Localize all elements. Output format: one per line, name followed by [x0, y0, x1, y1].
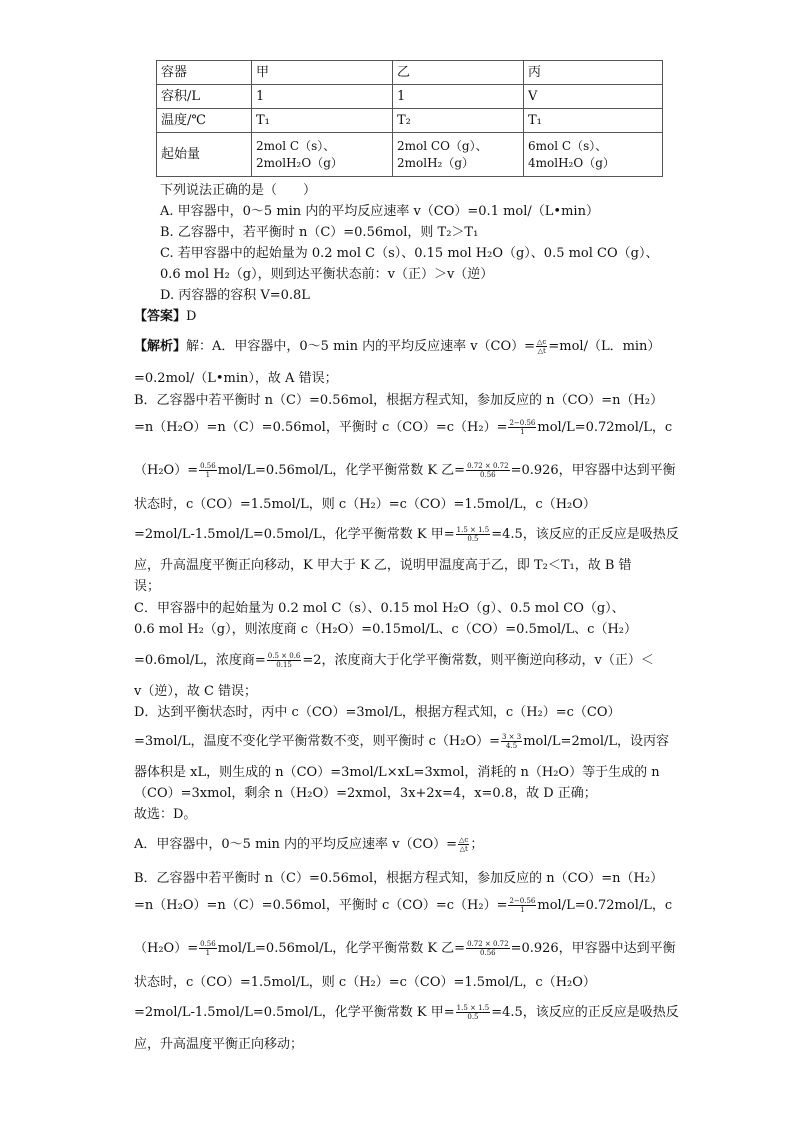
analysis-line: [134, 338, 660, 356]
table-cell: 甲: [252, 61, 393, 85]
table-cell: 丙: [524, 61, 663, 85]
fraction: $\frac{0.5 \times 0.6}{0.15}$: [267, 652, 301, 669]
table-row: [157, 133, 663, 177]
table-cell: T₁: [524, 109, 663, 133]
analysis-line: [134, 652, 654, 670]
table-cell: T₁: [252, 109, 393, 133]
fraction: $\frac{1.5 \times 1.5}{0.5}$: [456, 1004, 490, 1021]
fraction: $\frac{0.72 \times 0.72}{0.56}$: [467, 940, 509, 957]
analysis-text: =4.5，该反应的正反应是吸热反: [491, 1005, 679, 1020]
fraction: $\frac{2-0.56}{1}$: [509, 419, 536, 436]
option-a: A. 甲容器中，0～5 min 内的平均反应速率 v（CO）=0.1 mol/（L•min）: [160, 204, 599, 219]
fraction: $\frac{\triangle c}{\triangle t}$: [537, 338, 547, 355]
fraction: $\frac{\triangle c}{\triangle t}$: [459, 836, 469, 853]
analysis-line: [134, 1004, 679, 1022]
table-cell: V: [524, 85, 663, 109]
table-cell: 起始量: [157, 133, 252, 177]
fraction: $\frac{0.56}{1}$: [200, 940, 216, 957]
analysis-line: 状态时，c（CO）=1.5mol/L，则 c（H₂）=c（CO）=1.5mol/L，c（H₂O）: [134, 497, 596, 512]
question-stem: 下列说法正确的是（ ）: [160, 183, 317, 198]
reaction-conditions-table: [156, 60, 663, 177]
analysis-line: [134, 462, 676, 480]
fraction: $\frac{2-0.56}{1}$: [509, 897, 536, 914]
analysis-text: mol/L=0.72mol/L，c: [537, 420, 673, 435]
analysis-line: v（逆），故 C 错误；: [134, 684, 258, 699]
analysis-line: B．乙容器中若平衡时 n（C）=0.56mol，根据方程式知，参加反应的 n（CO）=n（H₂）: [134, 393, 664, 408]
analysis-text: mol/L=0.56mol/L，化学平衡常数 K 乙=: [217, 463, 466, 478]
analysis-text: =4.5，该反应的正反应是吸热反: [491, 527, 679, 542]
table-cell: 2mol C（s）、2molH₂O（g）: [252, 133, 393, 177]
analysis-line: [134, 836, 483, 854]
analysis-line: 应，升高温度平衡正向移动；: [134, 1037, 304, 1052]
answer-line: [134, 308, 196, 326]
analysis-line: （CO）=3xmol，剩余 n（H₂O）=2xmol，3x+2x=4，x=0.8，故 D 正确；: [134, 786, 597, 801]
option-c-continued: 0.6 mol H₂（g），则到达平衡状态前：v（正）＞v（逆）: [160, 267, 494, 282]
analysis-line: 误；: [134, 579, 161, 594]
option-c: C. 若甲容器中的起始量为 0.2 mol C（s）、0.15 mol H₂O（g）、0.5 mol CO（g）、: [160, 246, 659, 261]
table-cell: 容积/L: [157, 85, 252, 109]
table-cell: 乙: [393, 61, 524, 85]
analysis-line: 器体积是 xL，则生成的 n（CO）=3mol/L×xL=3xmol，消耗的 n（H₂O）等于生成的 n: [134, 765, 660, 780]
analysis-text: =2，浓度商大于化学平衡常数，则平衡逆向移动，v（正）＜: [302, 653, 654, 668]
analysis-text: =n（H₂O）=n（C）=0.56mol，平衡时 c（CO）=c（H₂）=: [134, 420, 508, 435]
analysis-line: [134, 940, 676, 958]
table-row: [157, 109, 663, 133]
analysis-line: =0.2mol/（L•min），故 A 错误；: [134, 371, 338, 386]
analysis-line: 故选：D。: [134, 807, 197, 822]
option-d: D. 丙容器的容积 V=0.8L: [160, 288, 310, 303]
answer-value: D: [186, 309, 197, 324]
analysis-text: =n（H₂O）=n（C）=0.56mol，平衡时 c（CO）=c（H₂）=: [134, 898, 508, 913]
analysis-text: =mol/（L．min）: [548, 339, 661, 354]
fraction: $\frac{1.5 \times 1.5}{0.5}$: [456, 526, 490, 543]
table-cell: 1: [252, 85, 393, 109]
analysis-text: （H₂O）=: [134, 463, 199, 478]
fraction: $\frac{0.56}{1}$: [200, 462, 216, 479]
analysis-text: A．甲容器中，0～5 min 内的平均反应速率 v（CO）=: [134, 837, 458, 852]
analysis-text: =2mol/L-1.5mol/L=0.5mol/L，化学平衡常数 K 甲=: [134, 527, 455, 542]
analysis-line: [134, 419, 672, 437]
analysis-text: mol/L=0.56mol/L，化学平衡常数 K 乙=: [217, 941, 466, 956]
analysis-line: B．乙容器中若平衡时 n（C）=0.56mol，根据方程式知，参加反应的 n（CO）=n（H₂）: [134, 871, 664, 886]
table-row: [157, 61, 663, 85]
analysis-line: [134, 733, 669, 751]
analysis-text: mol/L=0.72mol/L，c: [537, 898, 673, 913]
fraction: $\frac{3 \times 3}{4.5}$: [502, 733, 522, 750]
table-cell: 2mol CO（g）、2molH₂（g）: [393, 133, 524, 177]
analysis-text: mol/L=2mol/L，设丙容: [523, 734, 670, 749]
analysis-text: =3mol/L，温度不变化学平衡常数不变，则平衡时 c（H₂O）=: [134, 734, 500, 749]
analysis-line: D．达到平衡状态时，丙中 c（CO）=3mol/L，根据方程式知，c（H₂）=c（CO）: [134, 705, 621, 720]
table-cell: 温度/℃: [157, 109, 252, 133]
analysis-line: [134, 897, 672, 915]
analysis-line: [134, 526, 679, 544]
analysis-text: =0.6mol/L，浓度商=: [134, 653, 266, 668]
analysis-line: C．甲容器中的起始量为 0.2 mol C（s）、0.15 mol H₂O（g）、0.5 mol CO（g）、: [134, 601, 625, 616]
answer-label: 【答案】: [134, 309, 187, 324]
analysis-text: =2mol/L-1.5mol/L=0.5mol/L，化学平衡常数 K 甲=: [134, 1005, 455, 1020]
table-cell: 容器: [157, 61, 252, 85]
analysis-line: 应，升高温度平衡正向移动，K 甲大于 K 乙，说明甲温度高于乙，即 T₂＜T₁，故 B 错: [134, 558, 632, 573]
fraction: $\frac{0.72 \times 0.72}{0.56}$: [467, 462, 509, 479]
table-cell: 6mol C（s）、4molH₂O（g）: [524, 133, 663, 177]
table-cell: T₂: [393, 109, 524, 133]
table-cell: 1: [393, 85, 524, 109]
analysis-text: （H₂O）=: [134, 941, 199, 956]
analysis-text: =0.926，甲容器中达到平衡: [510, 941, 676, 956]
analysis-text: =0.926，甲容器中达到平衡: [510, 463, 676, 478]
table-row: [157, 85, 663, 109]
analysis-line: 状态时，c（CO）=1.5mol/L，则 c（H₂）=c（CO）=1.5mol/L，c（H₂O）: [134, 975, 596, 990]
analysis-text: ；: [470, 837, 484, 852]
option-b: B. 乙容器中，若平衡时 n（C）=0.56mol，则 T₂＞T₁: [160, 225, 479, 240]
analysis-line: 0.6 mol H₂（g），则浓度商 c（H₂O）=0.15mol/L、c（CO）=0.5mol/L、c（H₂）: [134, 622, 638, 637]
analysis-text: 解：A．甲容器中，0～5 min 内的平均反应速率 v（CO）=: [186, 339, 536, 354]
analysis-label: 【解析】: [134, 339, 187, 354]
